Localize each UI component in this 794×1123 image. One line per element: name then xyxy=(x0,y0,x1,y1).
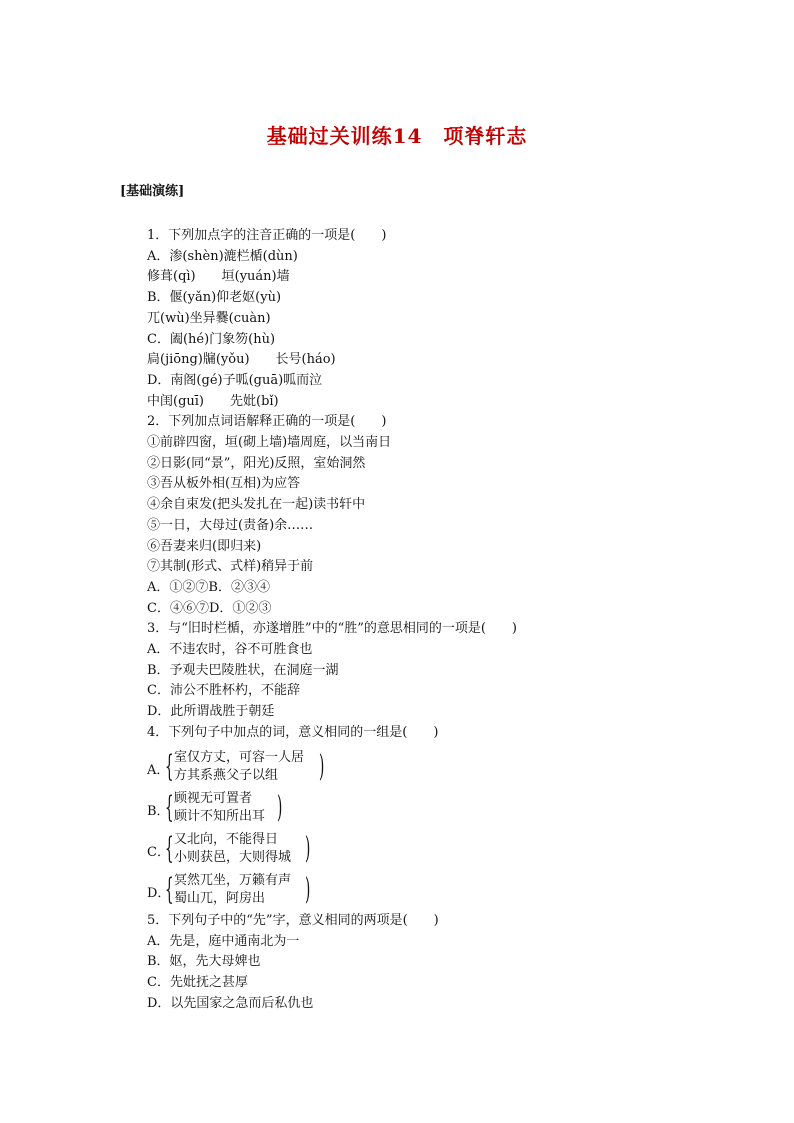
right-brace: ) xyxy=(319,749,325,784)
text-line: B．妪，先大母婢也 xyxy=(147,954,261,970)
choice-label: A． xyxy=(147,763,170,778)
text-line: 2．下列加点词语解释正确的一项是( ) xyxy=(147,414,387,430)
text-line: 中闺(guī) 先妣(bǐ) xyxy=(147,393,279,409)
text-line: 兀(wù)坐异爨(cuàn) xyxy=(147,310,271,326)
left-brace: { xyxy=(165,872,174,907)
text-line: 3．与“旧时栏楯，亦遂增胜”中的“胜”的意思相同的一项是( ) xyxy=(147,621,517,637)
text-line: 5．下列句子中的“先”字，意义相同的两项是( ) xyxy=(147,913,439,928)
text-line: D．以先国家之急而后私仇也 xyxy=(147,995,314,1011)
text-line: ③吾从板外相(互相)为应答 xyxy=(147,476,301,492)
choice-first: 冥然兀坐，万籁有声 xyxy=(174,873,292,888)
text-line: 扃(jiōng)牖(yǒu) 长号(háo) xyxy=(147,352,336,368)
left-brace: { xyxy=(165,749,174,784)
choice-first: 室仅方丈，可容一人居 xyxy=(174,750,305,765)
text-line: ②日影(同“景”，阳光)反照，室始洞然 xyxy=(147,455,366,471)
choice-label: C． xyxy=(147,845,170,860)
text-line: A．不违农时，谷不可胜食也 xyxy=(147,642,313,657)
choice-label: D． xyxy=(147,886,171,901)
text-line: C．先妣抚之甚厚 xyxy=(147,975,248,991)
left-brace: { xyxy=(165,790,174,825)
text-line: 1．下列加点字的注音正确的一项是( ) xyxy=(147,228,387,243)
choice-second: 方其系燕父子以组 xyxy=(174,768,279,783)
left-brace: { xyxy=(165,831,174,866)
choice-second: 顾计不知所出耳 xyxy=(174,809,266,824)
choice-first: 顾视无可置者 xyxy=(174,791,253,806)
text-line: ⑤一日，大母过(责备)余…… xyxy=(147,517,314,533)
text-line: ⑦其制(形式、式样)稍异于前 xyxy=(147,559,314,575)
text-line: ⑥吾妻来归(即归来) xyxy=(147,538,262,554)
text-line: 4．下列句子中加点的词，意义相同的一组是( ) xyxy=(147,724,439,740)
text-line: 修葺(qì) 垣(yuán)墙 xyxy=(147,269,290,285)
text-line: ①前辟四窗，垣(砌上墙)墙周庭，以当南日 xyxy=(147,435,392,450)
section-heading: [基础演练] xyxy=(120,184,185,199)
right-brace: ) xyxy=(277,790,283,825)
text-line: B．予观夫巴陵胜状，在洞庭一湖 xyxy=(147,662,339,678)
text-line: A．渗(shèn)漉栏楯(dùn) xyxy=(147,248,298,264)
text-line: C．沛公不胜杯杓，不能辞 xyxy=(147,683,300,699)
choice-label: B． xyxy=(147,804,170,819)
text-line: ④余自束发(把头发扎在一起)读书轩中 xyxy=(147,497,366,513)
text-line: B．偃(yǎn)仰老妪(yù) xyxy=(147,290,282,306)
choice-first: 又北向，不能得日 xyxy=(174,832,279,847)
page-title: 基础过关训练14 项脊轩志 xyxy=(266,124,528,148)
text-line: C．④⑥⑦D．①②③ xyxy=(147,600,272,616)
right-brace: ) xyxy=(305,831,311,866)
text-line: A．先是，庭中通南北为一 xyxy=(147,933,300,949)
right-brace: ) xyxy=(305,872,311,907)
text-line: A．①②⑦B．②③④ xyxy=(147,579,270,595)
text-line: C．阖(hé)门象笏(hù) xyxy=(147,331,276,347)
choice-second: 蜀山兀，阿房出 xyxy=(174,891,266,906)
text-line: D．南阁(gé)子呱(guā)呱而泣 xyxy=(147,372,323,388)
choice-second: 小则获邑，大则得城 xyxy=(174,850,292,865)
text-line: D．此所谓战胜于朝廷 xyxy=(147,704,275,720)
